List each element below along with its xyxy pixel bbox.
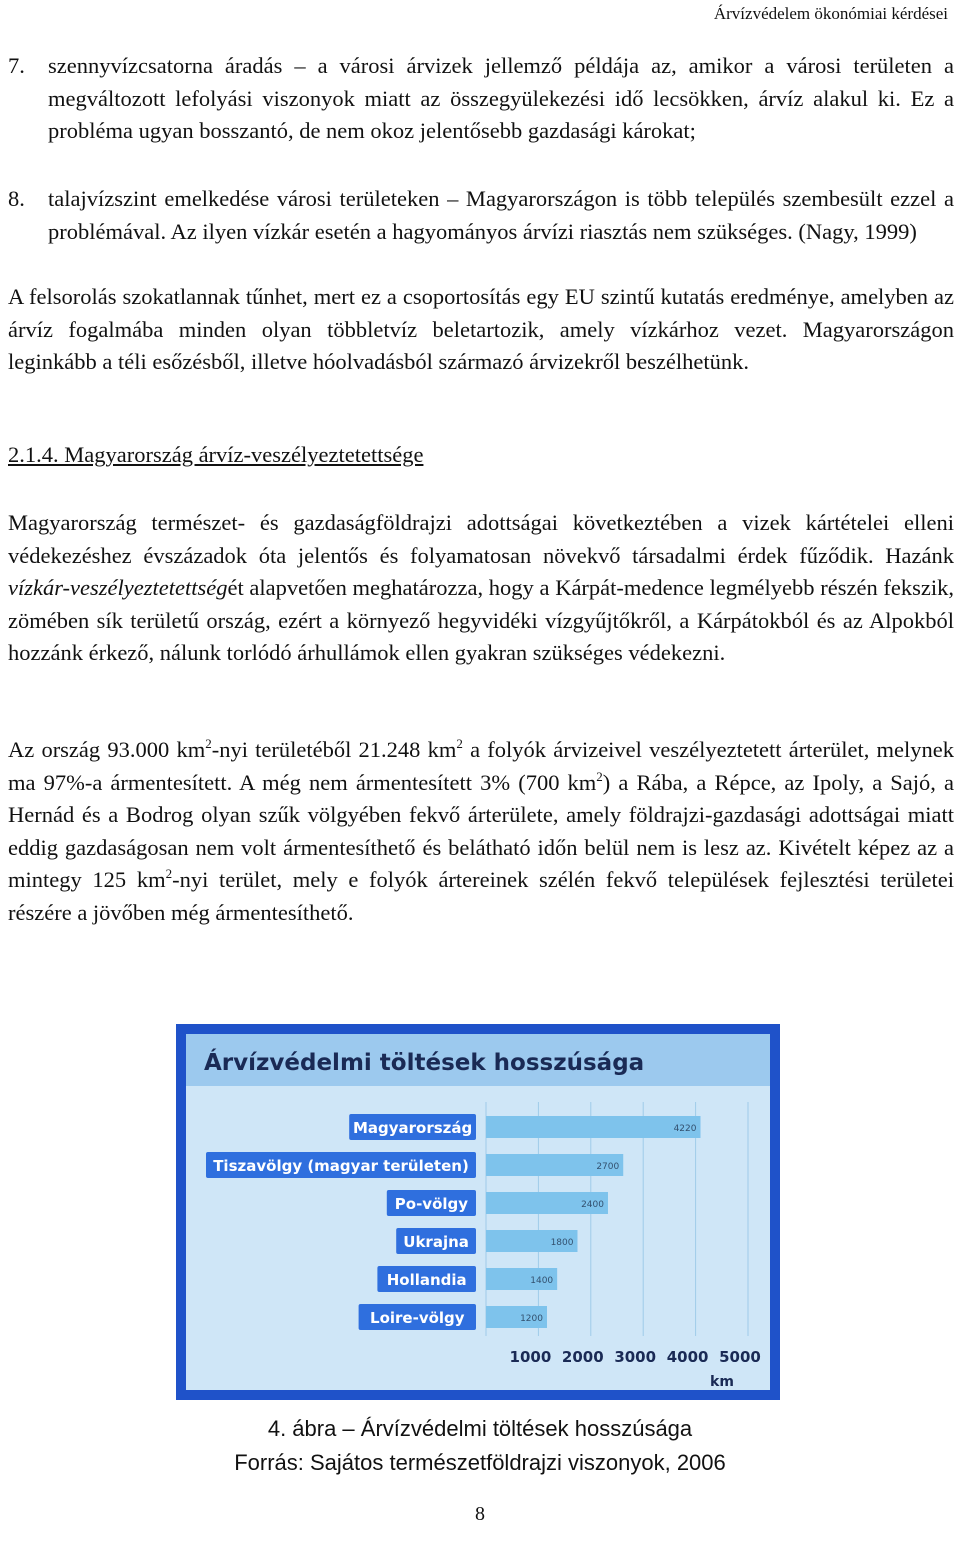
category-label: Hollandia xyxy=(386,1271,467,1289)
figure-source: Forrás: Sajátos természetföldrajzi viszonyok, 2006 xyxy=(234,1450,726,1475)
paragraph-1: A felsorolás szokatlannak tűnhet, mert ez a csoportosítás egy EU szintű kutatás eredménye, amelyben az árvíz fogalmába minden olyan többletvíz beletartozik, amely vízkárhoz vezet. Magyarországon leginkább a téli esőzésből, illetve hóolvadásból származó árvizekről beszélhetünk. xyxy=(8,284,954,374)
paragraph-2-italic: vízkár-veszélyeztetettség xyxy=(8,575,228,600)
sup-2: 2 xyxy=(165,866,173,881)
category-label: Po-völgy xyxy=(394,1195,469,1213)
list-item-8 xyxy=(8,183,954,248)
list-text: talajvízszint emelkedése városi területeken – Magyarországon is több település szembesült ezzel a problémával. Az ilyen vízkár esetén a hagyományos árvízi riasztás nem szükséges. (Nagy, 1999) xyxy=(48,186,954,244)
sup-2: 2 xyxy=(596,768,603,784)
category-label: Ukrajna xyxy=(403,1233,469,1251)
sup-2: 2 xyxy=(205,736,212,751)
paragraph-2-before: Magyarország természet- és gazdaságföldrajzi adottságai következtében a vizek kártételei elleni védekezéshez évszázadok óta jelentős és folyamatosan növekvő társadalmi érdek fűződik. Hazánk xyxy=(8,510,954,568)
p3-part2: -nyi területéből 21.248 km xyxy=(211,737,457,762)
sup-2: 2 xyxy=(456,736,463,751)
paragraph-2-after: ét alapvetően meghatározza, hogy a Kárpát-medence legmélyebb részén fekszik, zömében sík területű ország, ezért a környező hegyvidéki vízgyűjtőkről, a Kárpátokból és az Alpokból hozzánk érkező, nálunk torlódó árhullámok ellen gyakran szükséges védekezni. xyxy=(8,575,954,665)
bar-chart xyxy=(186,1034,770,1390)
paragraph-2 xyxy=(8,507,954,670)
list-number: 7. xyxy=(8,53,25,78)
x-unit-label: km xyxy=(710,1374,734,1390)
chart-title: Árvízvédelmi töltések hosszúsága xyxy=(204,1050,645,1076)
category-label: Loire-völgy xyxy=(370,1309,465,1327)
x-tick-label: 4000 xyxy=(666,1348,709,1366)
list-item-7 xyxy=(8,50,954,148)
page-number: 8 xyxy=(475,1503,485,1525)
data-label: 4220 xyxy=(673,1124,697,1134)
x-tick-label: 1000 xyxy=(509,1348,552,1366)
data-label: 2400 xyxy=(581,1200,604,1210)
bar xyxy=(486,1116,700,1138)
running-header: Árvízvédelem ökonómiai kérdései xyxy=(713,4,948,23)
paragraph-3 xyxy=(8,734,954,929)
list-number: 8. xyxy=(8,186,25,211)
p3-part3: a folyók árvizeivel veszélyeztetett árterület, melynek ma 97%-a ármentesített. A még nem ármentesített 3% (700 km xyxy=(8,737,954,795)
data-label: 2700 xyxy=(596,1162,620,1172)
x-tick-label: 2000 xyxy=(561,1348,604,1366)
data-label: 1200 xyxy=(520,1314,543,1324)
chart-panel xyxy=(186,1034,770,1390)
p3-part5: -nyi terület, mely e folyók ártereinek szélén fekvő települések fejlesztési területei részére a jövőben még ármentesíthető. xyxy=(8,867,955,925)
p3-part1: Az ország 93.000 km xyxy=(8,737,206,762)
category-label: Magyarország xyxy=(352,1119,473,1137)
data-label: 1400 xyxy=(530,1276,554,1286)
list-text: szennyvízcsatorna áradás – a városi árvizek jellemző példája az, amikor a városi területen a megváltozott lefolyási viszonyok miatt az összegyülekezési idő lecsökken, árvíz alakul ki. Ez a probléma ugyan bosszantó, de nem okoz jelentősebb gazdasági károkat; xyxy=(48,53,954,143)
figure-caption: 4. ábra – Árvízvédelmi töltések hosszúsága xyxy=(267,1416,693,1441)
p3-part4: ) a Rába, a Répce, az Ipoly, a Sajó, a Hernád és a Bodrog olyan szűk völgyében fekvő árterülete, amely földrajzi-gazdasági adottságai miatt eddig gazdaságosan nem volt ármentesíthető és belátható időn belül nem is lesz az. Kivételt képez az a mintegy 125 km xyxy=(8,769,954,892)
category-label: Tiszavölgy (magyar területen) xyxy=(213,1157,469,1175)
x-tick-label: 3000 xyxy=(614,1348,657,1366)
section-heading: 2.1.4. Magyarország árvíz-veszélyeztetettsége xyxy=(8,442,424,467)
x-tick-label: 5000 xyxy=(719,1348,761,1366)
data-label: 1800 xyxy=(550,1238,574,1248)
chart-figure xyxy=(176,1024,780,1400)
